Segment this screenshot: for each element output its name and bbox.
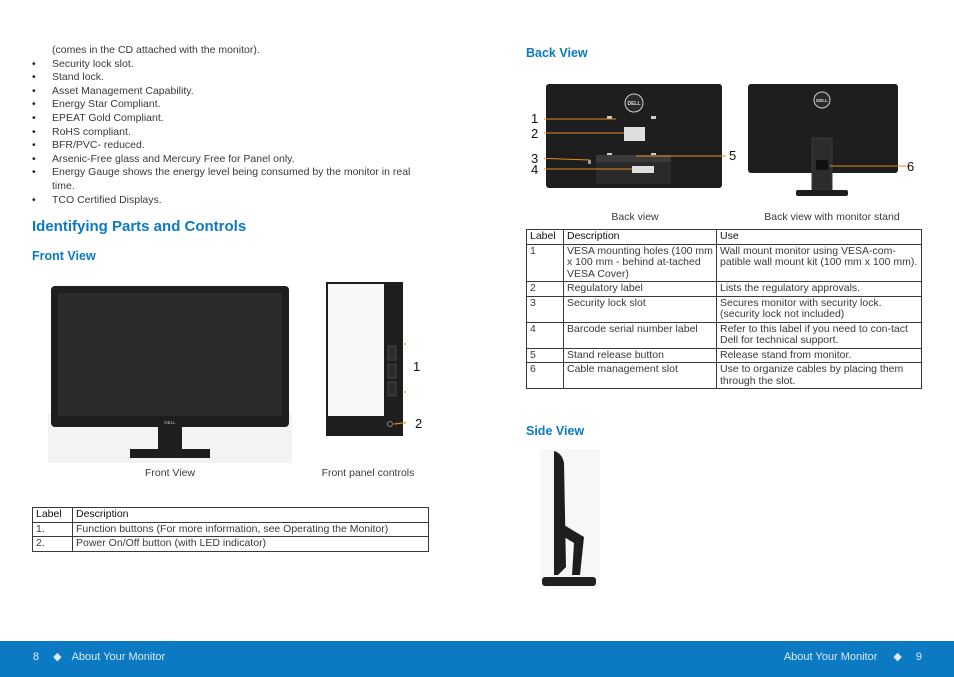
table-cell: Secures monitor with security lock. (security lock not included) [717,296,922,322]
table-cell: Lists the regulatory approvals. [717,282,922,297]
table-row [527,363,922,389]
back-view-title: Back View [526,46,588,60]
table-cell: 1. [33,522,73,537]
cable-management-slot [816,160,828,170]
function-button [388,382,396,396]
callout-label: 5 [729,148,737,163]
intro-line: (comes in the CD attached with the monitor). [52,44,260,56]
page-number: 8 [33,651,40,663]
table-row [33,537,429,552]
side-view-title: Side View [526,424,585,438]
callout-label: 1 [413,359,421,374]
table-cell: Cable management slot [564,363,717,389]
callout-label: 1 [531,111,539,126]
list-item: • Energy Gauge shows the energy level being consumed by the monitor in real time. [32,166,432,193]
table-header: Label [527,230,564,245]
callout-label: 3 [531,151,539,166]
stand-base [542,577,596,586]
table-cell: Function buttons (For more information, see Operating the Monitor) [73,522,429,537]
back-logo: DELL [627,101,641,107]
footer-right [784,650,922,663]
front-panel-caption: Front panel controls [321,467,415,479]
callout-label: 4 [531,162,539,177]
back-stand-monitor-image [746,82,916,202]
list-item: • BFR/PVC- reduced. [32,139,432,153]
front-view-monitor-image [48,283,292,463]
table-row [33,522,429,537]
stand-neck [158,427,182,451]
table-row [527,244,922,282]
table-cell: 2. [33,537,73,552]
callout-bracket [404,344,406,392]
list-item: • Security lock slot. [32,58,432,72]
image-background [540,449,600,589]
callout-label: 2 [531,126,539,141]
table-header: Description [564,230,717,245]
list-item: • EPEAT Gold Compliant. [32,112,432,126]
table-cell: VESA mounting holes (100 mm x 100 mm - behind at-tached VESA Cover) [564,244,717,282]
footer-label: About Your Monitor [783,651,878,663]
left-column [32,44,432,207]
diamond-icon: ◆ [53,651,62,663]
front-panel-controls-image [326,282,406,438]
table-cell: 2 [527,282,564,297]
back-stand-caption: Back view with monitor stand [764,211,900,223]
list-item: • RoHS compliant. [32,126,432,140]
callout-label: 2 [415,416,423,431]
footer-label: About Your Monitor [71,651,166,663]
panel-bottom [327,416,402,435]
diamond-icon: ◆ [893,651,902,663]
list-item: • Arsenic-Free glass and Mercury Free for Panel only. [32,153,432,167]
table-row [527,282,922,297]
security-lock-slot [588,160,591,164]
footer-left [33,650,165,663]
side-view-monitor-image [540,449,602,591]
table-cell: Wall mount monitor using VESA-com-patible wall mount kit (100 mm x 100 mm). [717,244,922,282]
list-item: • Asset Management Capability. [32,85,432,99]
table-header: Description [73,508,429,523]
stand-base [796,190,848,196]
table-cell: Barcode serial number label [564,322,717,348]
table-row [527,348,922,363]
table-row [527,322,922,348]
callout-label: 6 [907,159,915,174]
table-cell: 4 [527,322,564,348]
front-view-caption: Front View [145,467,195,479]
table-cell: 5 [527,348,564,363]
section-title: Identifying Parts and Controls [32,218,247,235]
table-cell: 6 [527,363,564,389]
table-header: Label [33,508,73,523]
monitor-screen [58,293,282,416]
table-header-row [33,508,429,523]
table-cell: 1 [527,244,564,282]
back-view-monitor-image [544,82,726,190]
back-logo: DELL [816,98,828,103]
table-cell: Use to organize cables by placing them through the slot. [717,363,922,389]
back-view-caption: Back view [611,211,659,223]
barcode-label [632,166,654,173]
function-button [388,346,396,360]
stand-base [130,449,210,458]
front-view-table [32,507,429,552]
back-view-table [526,229,922,389]
regulatory-label [624,127,645,141]
table-header-row [527,230,922,245]
page-footer [0,641,954,677]
function-button [388,364,396,378]
table-cell: Security lock slot [564,296,717,322]
feature-list [32,58,432,208]
bezel-logo: DELL [164,420,176,425]
table-row [527,296,922,322]
table-cell: Power On/Off button (with LED indicator) [73,537,429,552]
table-header: Use [717,230,922,245]
vesa-hole [651,116,656,119]
table-cell: Refer to this label if you need to con-tact Dell for technical support. [717,322,922,348]
table-cell: 3 [527,296,564,322]
front-view-title: Front View [32,249,96,263]
list-item: • Stand lock. [32,71,432,85]
list-item: • TCO Certified Displays. [32,194,432,208]
list-item: • Energy Star Compliant. [32,98,432,112]
table-cell: Regulatory label [564,282,717,297]
table-cell: Release stand from monitor. [717,348,922,363]
table-cell: Stand release button [564,348,717,363]
page-number: 9 [915,651,922,663]
